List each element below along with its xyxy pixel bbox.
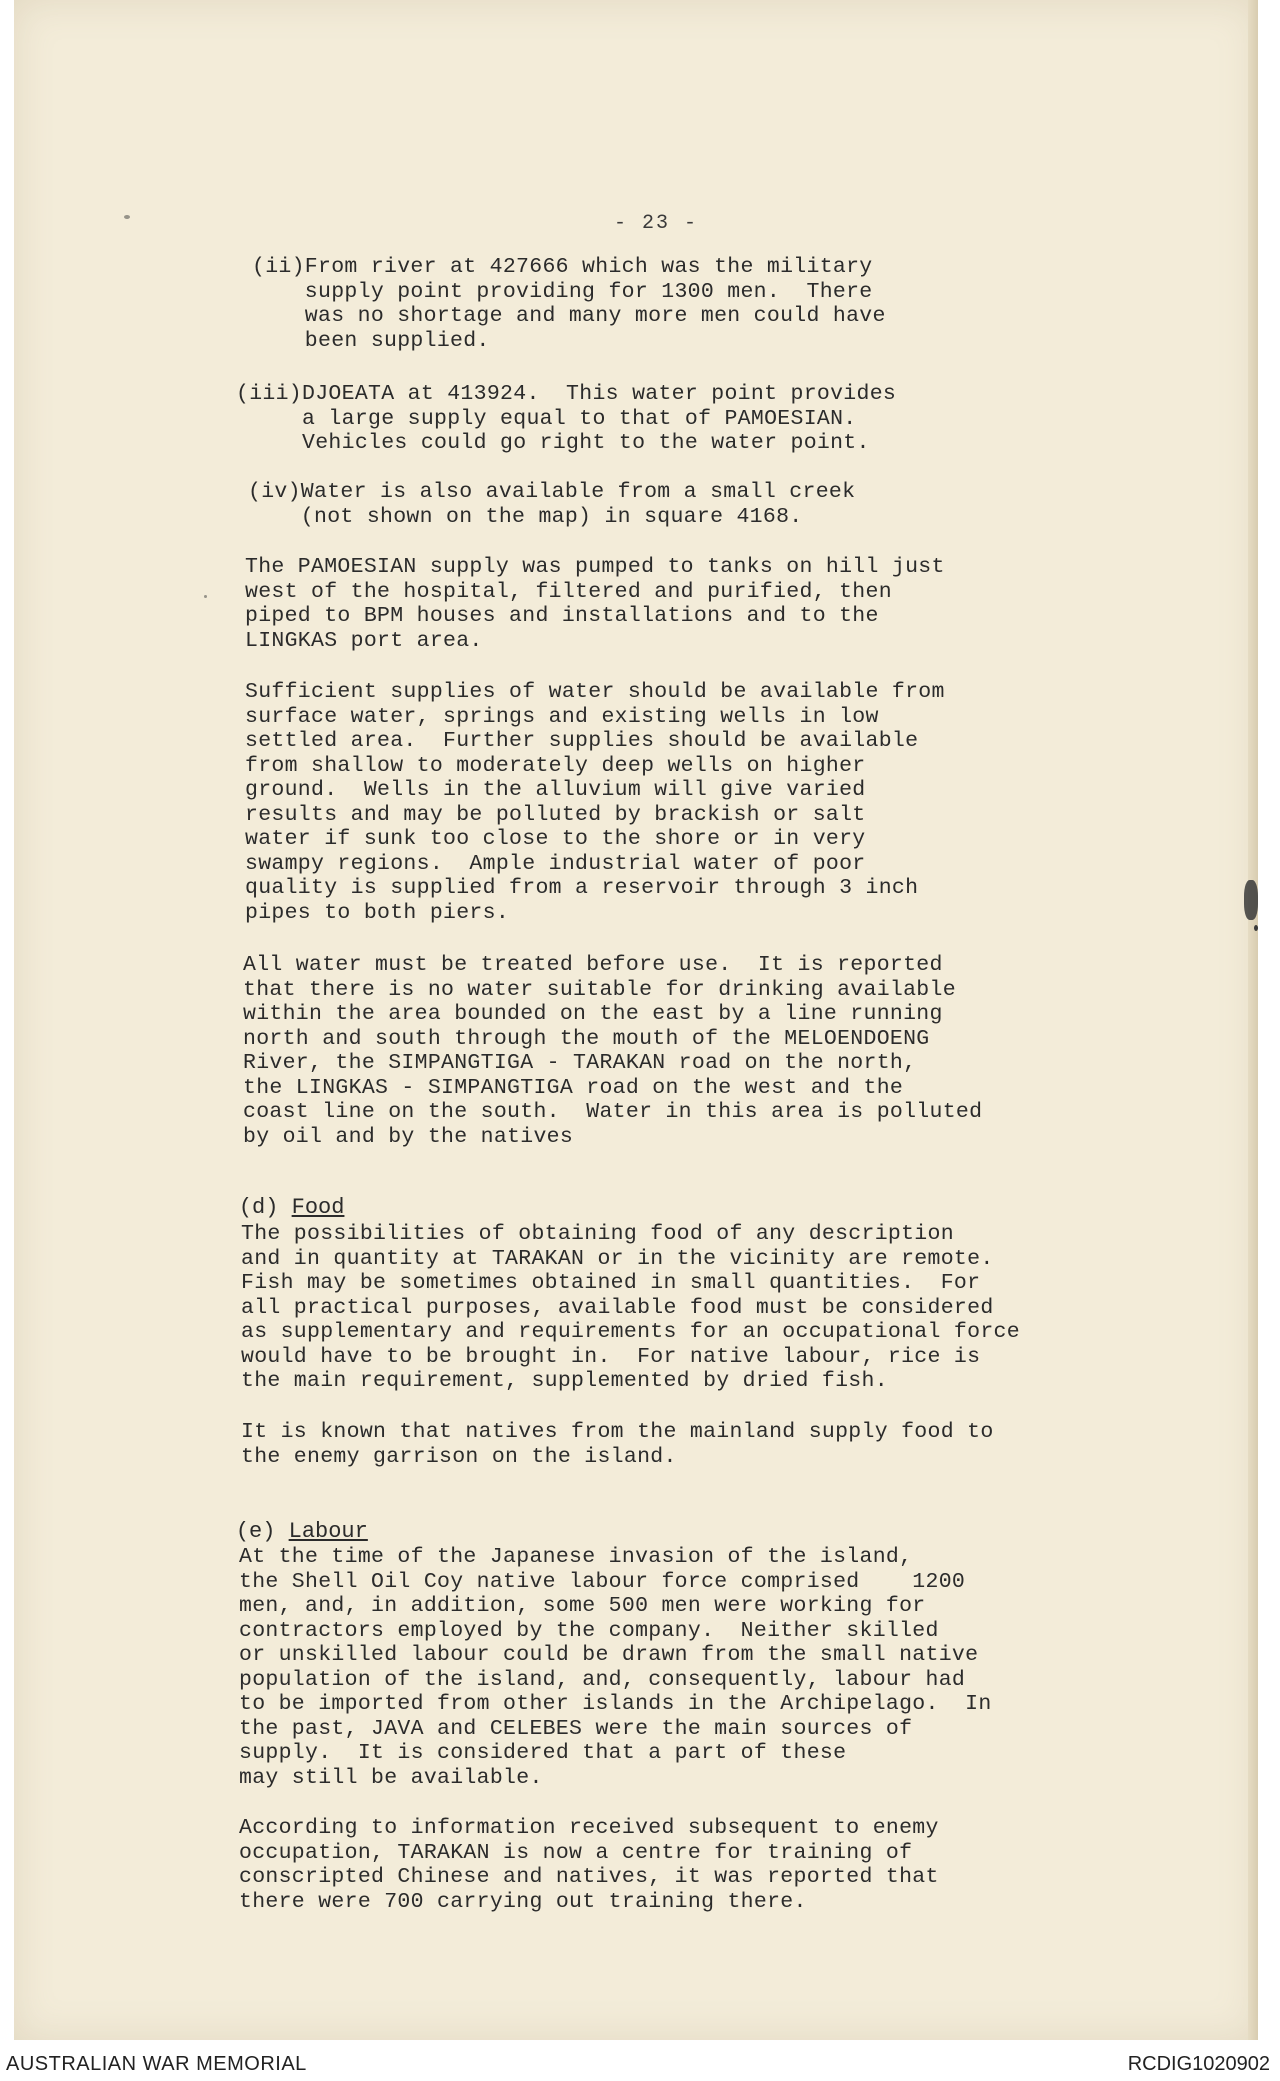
section-title: Labour <box>288 1519 368 1544</box>
ink-speck <box>1254 925 1258 931</box>
section-title: Food <box>291 1195 345 1220</box>
paragraph-labour-training: According to information received subsequent to enemy occupation, TARAKAN is now a centre for training of conscripted Chinese and natives, it was reported that there were 700 carrying out training there. <box>239 1816 939 1914</box>
item-ii: (ii)From river at 427666 which was the military supply point providing for 1300 men. There was no shortage and many more men could have been supplied. <box>252 255 886 353</box>
ink-blot <box>1244 880 1258 920</box>
footer-source-label: AUSTRALIAN WAR MEMORIAL <box>6 2053 307 2075</box>
paragraph-labour-invasion: At the time of the Japanese invasion of the island, the Shell Oil Coy native labour force comprised 1200 men, and, in addition, some 500 men were working for contractors employed by the company. Neither skilled or unskilled labour could be drawn from the small native population of the island, and, consequently, labour had to be imported from other islands in the Archipelago. In the past, JAVA and CELEBES were the main sources of supply. It is considered that a part of these may still be available. <box>239 1545 992 1790</box>
paragraph-pamoesian-supply: The PAMOESIAN supply was pumped to tanks on hill just west of the hospital, filtered and purified, then piped to BPM houses and installations and to the LINGKAS port area. <box>245 555 945 653</box>
paragraph-water-treatment: All water must be treated before use. It is reported that there is no water suitable for drinking available within the area bounded on the east by a line running north and south through the mouth of the MELOENDOENG River, the SIMPANGTIGA - TARAKAN road on the north, the LINGKAS - SIMPANGTIGA road on the west and the coast line on the south. Water in this area is polluted by oil and by the natives <box>243 953 983 1149</box>
document-page <box>14 0 1258 2040</box>
page-number: - 23 - <box>614 212 699 235</box>
section-letter: (d) <box>238 1195 279 1220</box>
item-iii: (iii)DJOEATA at 413924. This water point provides a large supply equal to that of PAMOESIAN. Vehicles could go right to the water point. <box>236 382 897 455</box>
footer-record-id: RCDIG1020902 <box>1127 2053 1270 2075</box>
item-iv: (iv)Water is also available from a small creek (not shown on the map) in square 4168. <box>248 480 856 529</box>
ink-speck <box>124 215 130 219</box>
page-edge <box>1248 0 1258 2040</box>
paragraph-food-natives: It is known that natives from the mainland supply food to the enemy garrison on the island. <box>241 1420 994 1469</box>
paragraph-food-possibilities: The possibilities of obtaining food of any description and in quantity at TARAKAN or in the vicinity are remote. Fish may be sometimes obtained in small quantities. For all practical purposes, available food must be considered as supplementary and requirements for an occupational force would have to be brought in. For native labour, rice is the main requirement, supplemented by dried fish. <box>241 1222 1020 1393</box>
ink-speck <box>204 595 207 598</box>
paragraph-sufficient-supplies: Sufficient supplies of water should be available from surface water, springs and existing wells in low settled area. Further supplies should be available from shallow to moderately deep wells on higher ground. Wells in the alluvium will give varied results and may be polluted by brackish or salt water if sunk too close to the shore or in very swampy regions. Ample industrial water of poor quality is supplied from a reservoir through 3 inch pipes to both piers. <box>245 680 945 925</box>
section-letter: (e) <box>235 1519 276 1544</box>
footer-bar <box>0 2045 1280 2081</box>
